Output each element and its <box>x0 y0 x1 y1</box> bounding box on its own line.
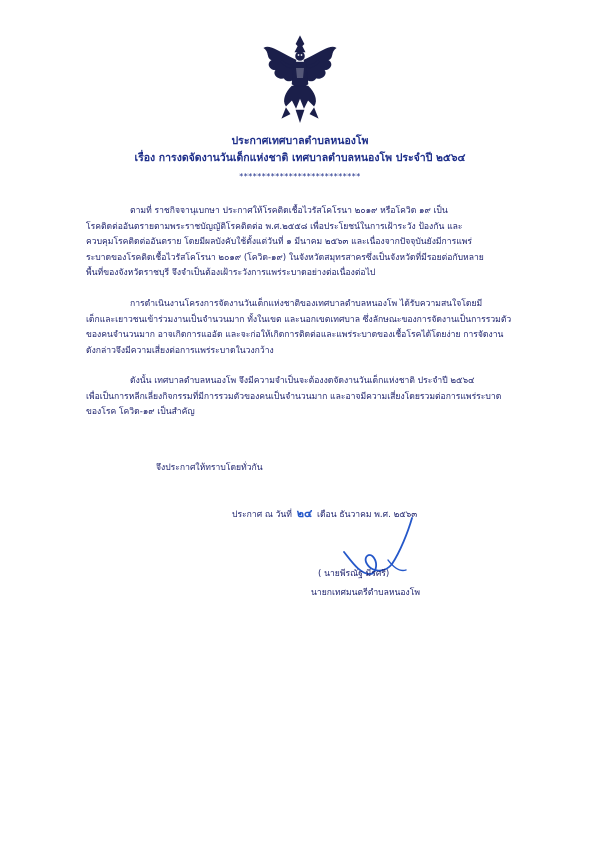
garuda-emblem-icon <box>260 34 340 124</box>
paragraph-3 <box>86 374 516 421</box>
announcement-line: จึงประกาศให้ทราบโดยทั่วกัน <box>156 463 263 473</box>
signature <box>330 512 450 592</box>
paragraph-line: ของโรค โควิด-๑๙ เป็นสำคัญ <box>86 407 195 418</box>
paragraph-line: ควบคุมโรคติดต่ออันตราย โดยมีผลบังคับใช้ตั้งแต่วันที่ ๑ มีนาคม ๒๕๖๓ และเนื่องจากปัจจุบันยังมีการแพร่ <box>86 237 473 248</box>
paragraph-line: โรคติดต่ออันตรายตามพระราชบัญญัติโรคติดต่อ พ.ศ.๒๕๕๘ เพื่อประโยชน์ในการเฝ้าระวัง ป้องกัน และ <box>86 221 463 232</box>
signer-name: ( นายพีรณัฐ มีรศรี) <box>318 569 390 579</box>
paragraph-line: พื้นที่ของจังหวัดราชบุรี จึงจำเป็นต้องเฝ้าระวังการแพร่ระบาดอย่างต่อเนื่องต่อไป <box>86 268 376 279</box>
paragraph-line: ตามที่ ราชกิจจานุเบกษา ประกาศให้โรคติดเชื้อไวรัสโคโรนา ๒๐๑๙ หรือโควิด ๑๙ เป็น <box>130 206 448 216</box>
paragraph-1 <box>86 204 516 282</box>
paragraph-line: การดำเนินงานโครงการจัดงานวันเด็กแห่งชาติของเทศบาลตำบลหนองโพ ได้รับความสนใจโดยมี <box>130 299 483 309</box>
date-month: ธันวาคม <box>339 510 372 520</box>
separator: *************************** <box>239 172 361 181</box>
document-title: ประกาศเทศบาลตำบลหนองโพ <box>231 135 369 147</box>
date-day: ๒๔ <box>296 507 313 520</box>
date-year: พ.ศ. ๒๕๖๓ <box>374 510 418 520</box>
paragraph-line: ของคนจำนวนมาก อาจเกิดการแออัด และจะก่อให้เกิดการติดต่อและแพร่ระบาดของเชื้อโรคได้โดยง่าย การจัดงาน <box>86 330 504 341</box>
signer-title: นายกเทศมนตรีตำบลหนองโพ <box>311 588 421 598</box>
paragraph-line: ดังกล่าวจึงมีความเสี่ยงต่อการแพร่ระบาดในวงกว้าง <box>86 345 274 356</box>
paragraph-line: ระบาดของโรคติดเชื้อไวรัสโคโรนา ๒๐๑๙ (โควิด-๑๙) ในจังหวัดสมุทรสาครซึ่งเป็นจังหวัดที่มีรอยต่อกับหลาย <box>86 252 484 263</box>
paragraph-line: เพื่อเป็นการหลีกเลี่ยงกิจกรรมที่มีการรวมตัวของคนเป็นจำนวนมาก และอาจมีความเสี่ยงโดยรวมต่อการแพร่ระบาด <box>86 391 502 402</box>
document-subject: เรื่อง การงดจัดงานวันเด็กแห่งชาติ เทศบาลตำบลหนองโพ ประจำปี ๒๕๖๔ <box>134 152 466 164</box>
paragraph-line: ดังนั้น เทศบาลตำบลหนองโพ จึงมีความจำเป็นจะต้องงดจัดงานวันเด็กแห่งชาติ ประจำปี ๒๕๖๔ <box>130 376 475 386</box>
paragraph-2 <box>86 297 516 359</box>
date-month-prefix: เดือน <box>317 510 337 520</box>
date-prefix: ประกาศ ณ วันที่ <box>232 510 292 520</box>
paragraph-line: เด็กและเยาวชนเข้าร่วมงานเป็นจำนวนมาก ทั้งในเขต และนอกเขตเทศบาล ซึ่งลักษณะของการจัดงานเป็นการรวมตัว <box>86 314 512 325</box>
